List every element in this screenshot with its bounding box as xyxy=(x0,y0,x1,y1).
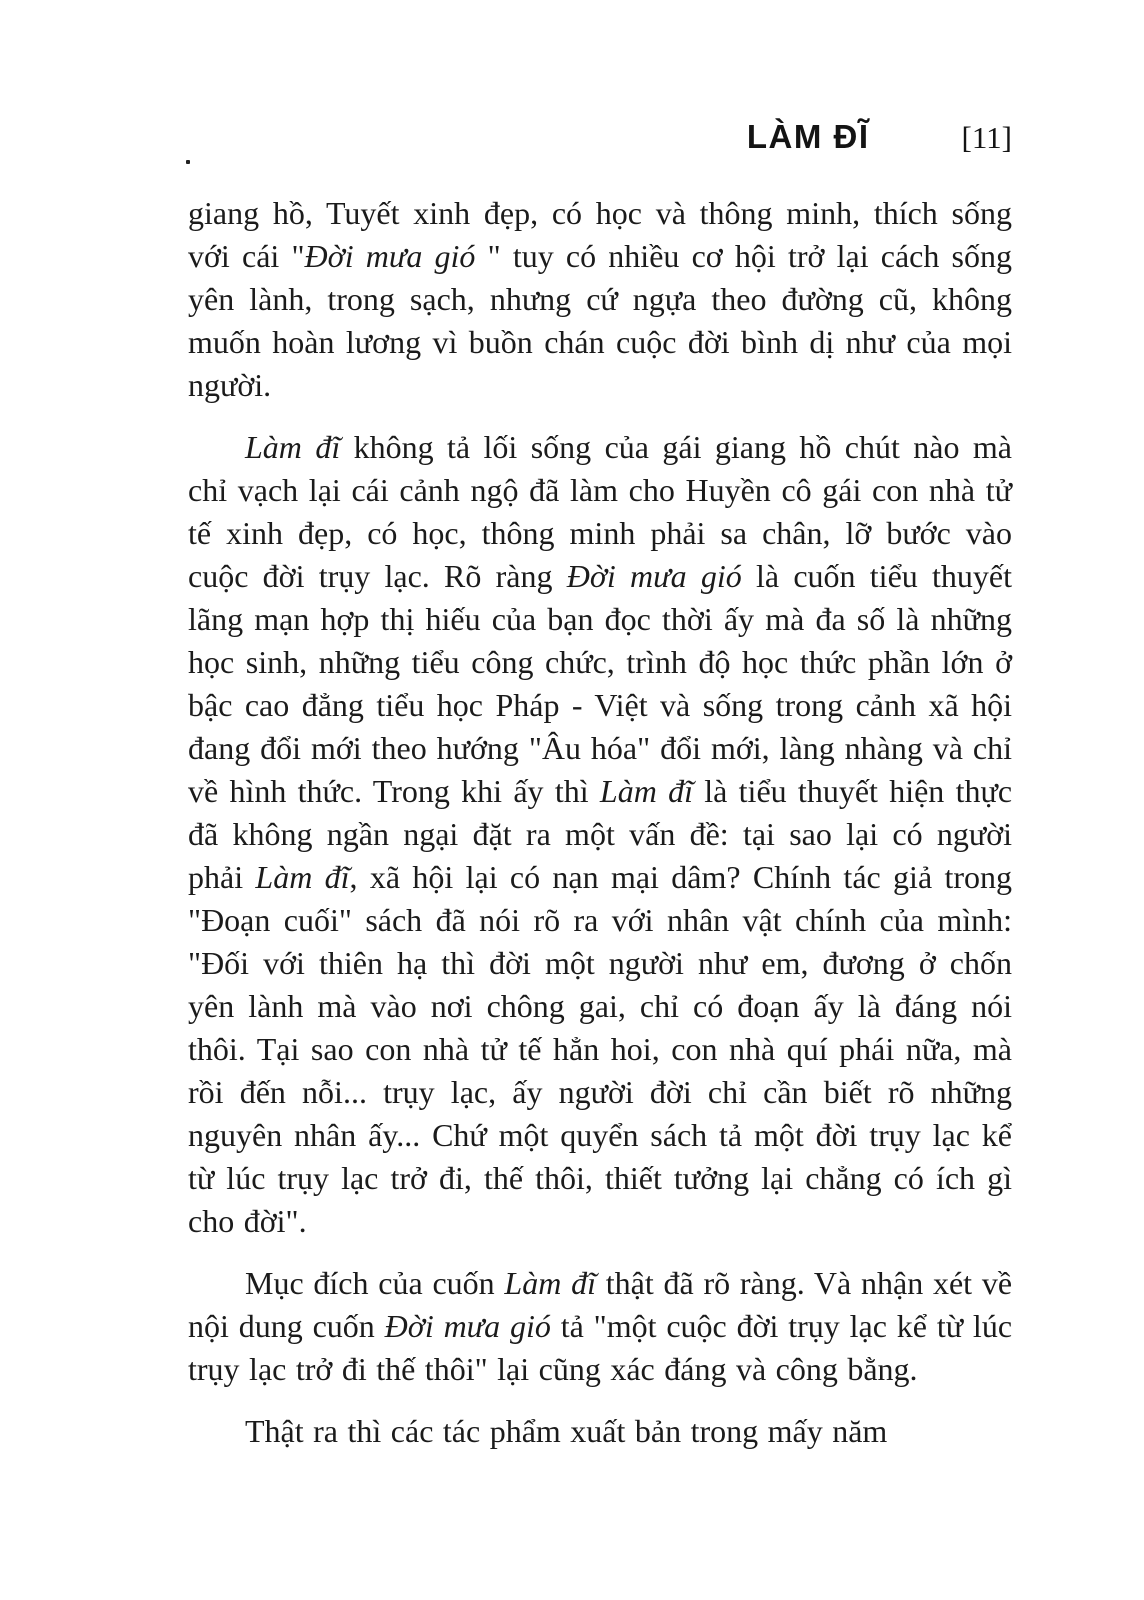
running-header xyxy=(188,118,1012,156)
text-segment: giang hồ, Tuyết xinh đẹp, có học và thông minh, thích sống với cái " xyxy=(188,195,1012,274)
book-title-italic: Làm đĩ xyxy=(255,859,350,895)
body-text xyxy=(188,192,1012,1453)
book-title-italic: Đời mưa gió xyxy=(304,238,476,274)
paragraph xyxy=(188,1262,1012,1391)
paragraph xyxy=(188,192,1012,407)
book-title-italic: Làm đĩ xyxy=(504,1265,596,1301)
text-segment: , xã hội lại có nạn mại dâm? Chính tác giả trong "Đoạn cuối" sách đã nói rõ ra với nhân vật chính của mình: "Đối với thiên hạ thì đời một người như em, đương ở chốn yên lành mà vào nơi chông gai, chỉ có đoạn ấy là đáng nói thôi. Tại sao con nhà tử tế hẳn hoi, con nhà quí phái nữa, mà rồi đến nỗi... trụy lạc, ấy người đời chỉ cần biết rõ những nguyên nhân ấy... Chứ một quyển sách tả một đời trụy lạc kể từ lúc trụy lạc trở đi, thế thôi, thiết tưởng lại chẳng có ích gì cho đời". xyxy=(188,859,1013,1239)
book-title-italic: Đời mưa gió xyxy=(566,558,742,594)
text-segment: tả "một cuộc đời trụy lạc kể từ lúc trụy lạc trở đi thế thôi" lại cũng xác đáng và công bằng. xyxy=(188,1308,1013,1387)
text-segment: là tiểu thuyết hiện thực đã không ngần ngại đặt ra một vấn đề: tại sao lại có người phải xyxy=(188,773,1013,895)
text-segment: Thật ra thì các tác phẩm xuất bản trong mấy năm xyxy=(245,1413,888,1449)
text-segment: là cuốn tiểu thuyết lãng mạn hợp thị hiếu của bạn đọc thời ấy mà đa số là những học sinh, những tiểu công chức, trình độ học thức phần lớn ở bậc cao đẳng tiểu học Pháp - Việt và sống trong cảnh xã hội đang đổi mới theo hướng "Âu hóa" đổi mới, làng nhàng và chỉ về hình thức. Trong khi ấy thì xyxy=(188,558,1013,809)
text-segment: Mục đích của cuốn xyxy=(245,1265,505,1301)
paragraph xyxy=(188,426,1012,1243)
running-head-title: LÀM ĐĨ xyxy=(746,118,870,155)
text-segment: thật đã rõ ràng. Và nhận xét về nội dung cuốn xyxy=(188,1265,1013,1344)
text-segment: " tuy có nhiều cơ hội trở lại cách sống yên lành, trong sạch, nhưng cứ ngựa theo đường cũ, không muốn hoàn lương vì buồn chán cuộc đời bình dị như của mọi người. xyxy=(188,238,1012,403)
book-title-italic: Đời mưa gió xyxy=(384,1308,551,1344)
stray-ink-mark xyxy=(186,160,190,164)
book-title-italic: Làm đĩ xyxy=(245,429,341,465)
text-segment: không tả lối sống của gái giang hồ chút nào mà chỉ vạch lại cái cảnh ngộ đã làm cho Huyền cô gái con nhà tử tế xinh đẹp, có học, thông minh phải sa chân, lỡ bước vào cuộc đời trụy lạc. Rõ ràng xyxy=(188,429,1013,594)
book-title-italic: Làm đĩ xyxy=(599,773,693,809)
paragraph xyxy=(188,1410,1012,1453)
page-number: [11] xyxy=(961,120,1012,155)
